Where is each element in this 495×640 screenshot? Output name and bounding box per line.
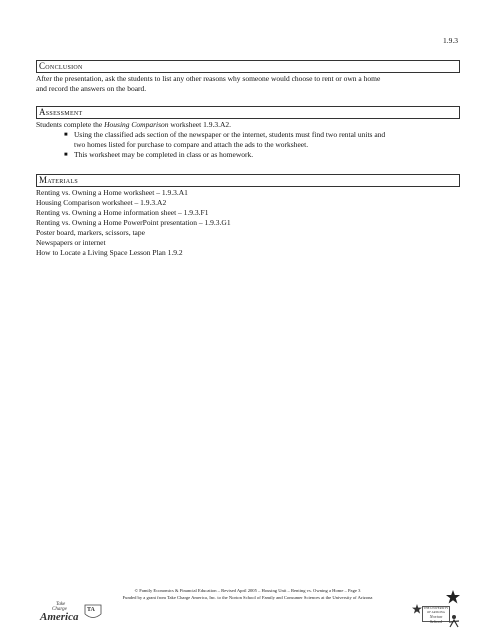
conclusion-text-line1: After the presentation, ask the students to list any other reasons why someone would choose to rent or own a home [36, 74, 381, 83]
footer-copyright: © Family Economics & Financial Education – Revised April 2005 – Housing Unit – Renting vs. Owning a Home – Page 3 [134, 588, 361, 593]
conclusion-header: Conclusion [36, 60, 460, 73]
conclusion-section [36, 60, 460, 94]
materials-item: Housing Comparison worksheet – 1.9.3.A2 [36, 198, 167, 207]
star-icon [446, 590, 460, 604]
assessment-bullet-list [36, 130, 460, 160]
logo-left-badge: TA [87, 607, 95, 613]
logo-left-word3: America [40, 611, 79, 623]
materials-item: How to Locate a Living Space Lesson Plan 1.9.2 [36, 248, 183, 257]
assessment-intro-after: worksheet 1.9.3.A2. [168, 120, 232, 129]
conclusion-text-line2: and record the answers on the board. [36, 84, 147, 93]
materials-item: Renting vs. Owning a Home worksheet – 1.9.3.A1 [36, 188, 188, 197]
materials-list [36, 188, 460, 258]
take-charge-america-logo [34, 602, 106, 626]
assessment-bullet-item [64, 130, 460, 150]
square-bullet-icon: ■ [64, 152, 68, 158]
logo-right-line1: THE UNIVERSITY OF ARIZONA [423, 606, 449, 614]
assessment-bullet-1-line2: two homes listed for purchase to compare and attach the ads to the worksheet. [74, 140, 309, 149]
materials-section [36, 174, 460, 258]
figure-icon [448, 614, 460, 628]
assessment-intro-italic: Housing Comparison [104, 120, 169, 129]
materials-item: Renting vs. Owning a Home information sheet – 1.9.3.F1 [36, 208, 209, 217]
logo-right-line2: Norton School [429, 614, 443, 624]
assessment-bullet-1-line1: Using the classified ads section of the newspaper or the internet, students must find two rental units and [74, 130, 386, 139]
materials-header: Materials [36, 174, 460, 187]
footer-funding: Funded by a grant from Take Charge America, Inc. to the Norton School of Family and Consumer Sciences at the University of Arizona [122, 595, 373, 600]
materials-item: Renting vs. Owning a Home PowerPoint presentation – 1.9.3.G1 [36, 218, 231, 227]
assessment-body [36, 120, 460, 160]
logo-left-word1: Take [56, 602, 66, 607]
assessment-section [36, 106, 460, 160]
assessment-intro-before: Students complete the [36, 120, 105, 129]
norton-school-logo [412, 590, 462, 628]
square-bullet-icon: ■ [64, 132, 68, 138]
norton-school-box [422, 606, 450, 622]
materials-item: Newspapers or internet [36, 238, 106, 247]
star-icon [412, 604, 422, 614]
assessment-bullet-item [64, 150, 460, 160]
assessment-intro [36, 120, 460, 130]
page-number: 1.9.3 [443, 36, 458, 45]
logo-left-word2: Charge [52, 607, 67, 612]
assessment-header: Assessment [36, 106, 460, 119]
conclusion-body [36, 74, 460, 94]
assessment-bullet-2-line1: This worksheet may be completed in class or as homework. [74, 150, 254, 159]
materials-item: Poster board, markers, scissors, tape [36, 228, 145, 237]
